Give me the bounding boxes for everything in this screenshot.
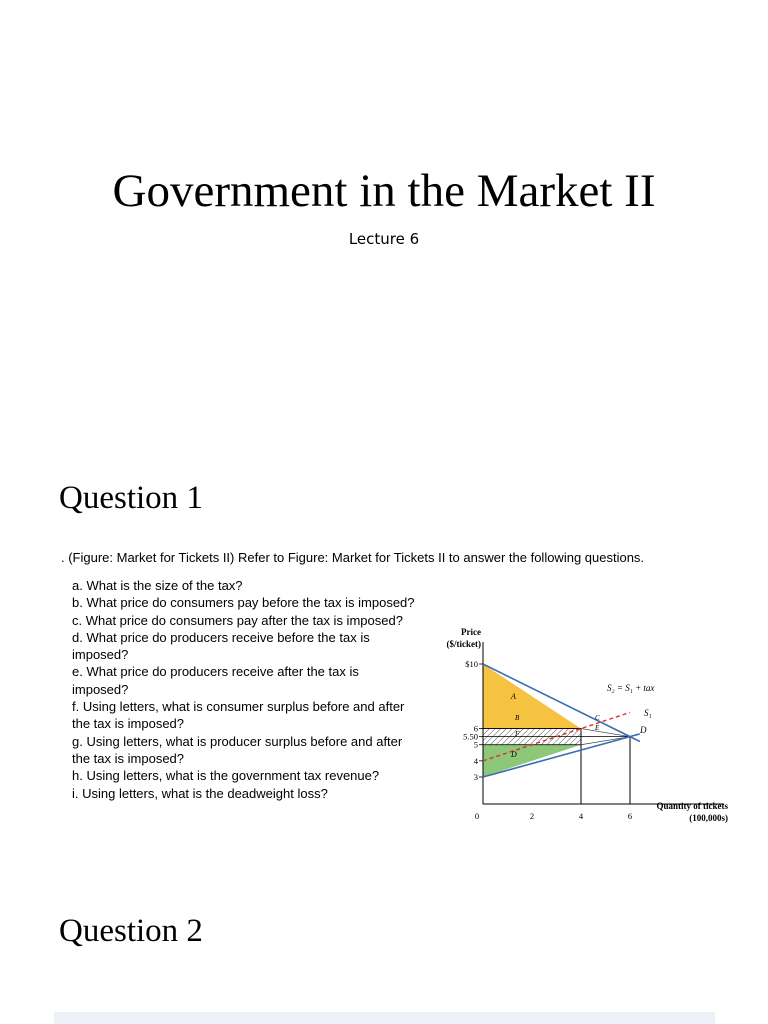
question-1-list: [72, 577, 417, 802]
region-label-c: C: [595, 714, 600, 722]
x-tick-label: 0: [474, 811, 480, 821]
question-item-i: i. Using letters, what is the deadweight loss?: [72, 785, 328, 801]
question-1-heading: Question 1: [59, 480, 203, 516]
y-axis-label-line2: ($/ticket): [446, 639, 481, 649]
series-label-d: D: [640, 725, 647, 735]
question-item-c: c. What price do consumers pay after the tax is imposed?: [72, 612, 403, 628]
question-1-intro: . (Figure: Market for Tickets II) Refer to Figure: Market for Tickets II to answer the following questions.: [61, 550, 645, 565]
page-title: Government in the Market II: [112, 165, 656, 217]
x-tick-label: 2: [529, 811, 535, 821]
y-tick-label: 5.50: [463, 731, 478, 742]
market-for-tickets-figure: [424, 624, 734, 834]
y-tick-label: 4: [473, 755, 478, 766]
lecture-subtitle: Lecture 6: [348, 230, 420, 248]
question-item-a: a. What is the size of the tax?: [72, 578, 243, 593]
region-label-a: A: [511, 692, 516, 701]
question-item-e: e. What price do producers receive after the tax is imposed?: [72, 664, 359, 697]
question-item-g: g. Using letters, what is producer surplus before and after the tax is imposed?: [72, 733, 403, 766]
x-tick-label: 6: [627, 811, 633, 821]
y-tick-label: 5: [473, 739, 478, 750]
region-label-e: E: [595, 724, 600, 732]
x-tick-label: 4: [578, 811, 584, 821]
region-label-b: B: [515, 714, 520, 722]
region-label-d: D: [511, 750, 517, 759]
y-axis-label-line1: Price: [461, 627, 481, 637]
series-label-s2: S₂ = S₁ + tax: [607, 683, 655, 693]
question-item-f: f. Using letters, what is consumer surplus before and after the tax is imposed?: [72, 699, 405, 732]
consumer-surplus-region: [483, 664, 581, 729]
question-2-heading: Question 2: [59, 913, 203, 949]
question-item-d: d. What price do producers receive before the tax is imposed?: [72, 629, 370, 663]
region-label-f: F: [515, 730, 520, 738]
market-chart: [424, 624, 734, 834]
y-tick-label: $10: [465, 659, 478, 669]
question-item-h: h. Using letters, what is the government tax revenue?: [72, 768, 380, 784]
next-slide-edge: [54, 1012, 715, 1024]
y-tick-label: 3: [473, 772, 478, 782]
series-label-s1: S₁: [644, 708, 652, 718]
x-axis-label-line2: (100,000s): [689, 813, 728, 823]
question-item-b: b. What price do consumers pay before the tax is imposed?: [72, 595, 415, 611]
x-axis-label-line1: Quantity of tickets: [656, 801, 728, 811]
y-tick-label: 6: [473, 723, 478, 734]
